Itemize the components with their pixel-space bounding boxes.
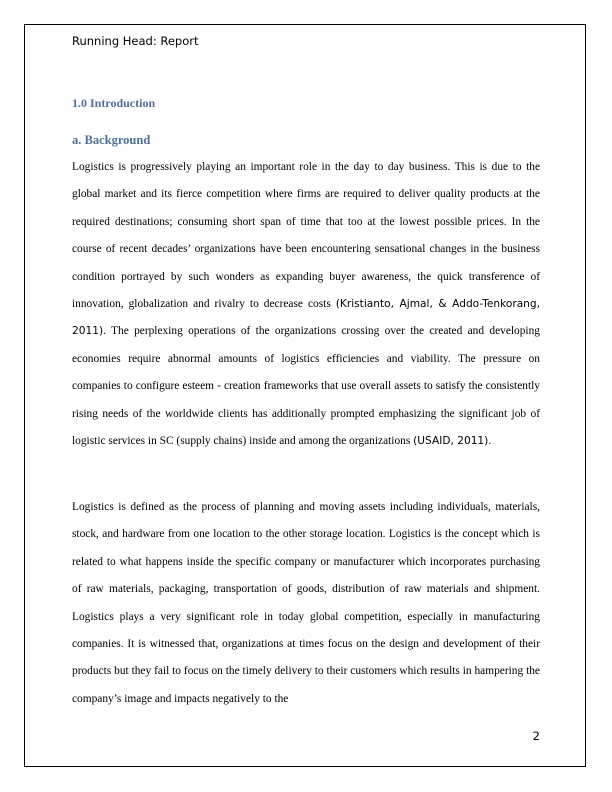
page-number: 2 (532, 729, 540, 743)
paragraph-background-1 (72, 154, 540, 455)
paragraph-background-2: Logistics is defined as the process of planning and moving assets including individuals, materials, stock, and hardware from one location to the other storage location. Logistics is the concept which is related to what happens inside the specific company or manufacturer which incorporates purchasing of raw materials, packaging, transportation of goods, distribution of raw materials and shipment. Logistics plays a very significant role in today global competition, especially in manufacturing companies. It is witnessed that, organizations at times focus on the design and development of their products but they fail to focus on the timely delivery to their customers which results in hampering the company’s image and impacts negatively to the (72, 501, 540, 705)
section-heading: 1.0 Introduction (72, 96, 156, 110)
paragraph-text: . (488, 435, 492, 448)
citation-kristianto: (Kristianto, Ajmal, & Addo-Tenkorang, 2011) (72, 298, 540, 338)
running-head: Running Head: Report (72, 34, 199, 48)
subsection-heading: a. Background (72, 133, 151, 147)
citation-usaid: (USAID, 2011) (413, 435, 489, 448)
paragraph-text: Logistics is progressively playing an important role in the day to day business. This is due to the global market and its fierce competition where firms are required to deliver quality products at the required destinations; consuming short span of time that too at the lowest possible prices. In the course of recent decades’ organizations have been encountering sensational changes in the business condition portrayed by such wonders as expanding buyer awareness, the quick transference of innovation, globalization and rivalry to decrease costs (72, 161, 540, 311)
paragraph-text: . The perplexing operations of the organizations crossing over the created and developing economies require abnormal amounts of logistics efficiencies and viability. The pressure on companies to configure esteem - creation frameworks that use overall assets to satisfy the consistently rising needs of the worldwide clients has additionally prompted emphasizing the significant job of logistic services in SC (supply chains) inside and among the organizations (72, 325, 540, 448)
